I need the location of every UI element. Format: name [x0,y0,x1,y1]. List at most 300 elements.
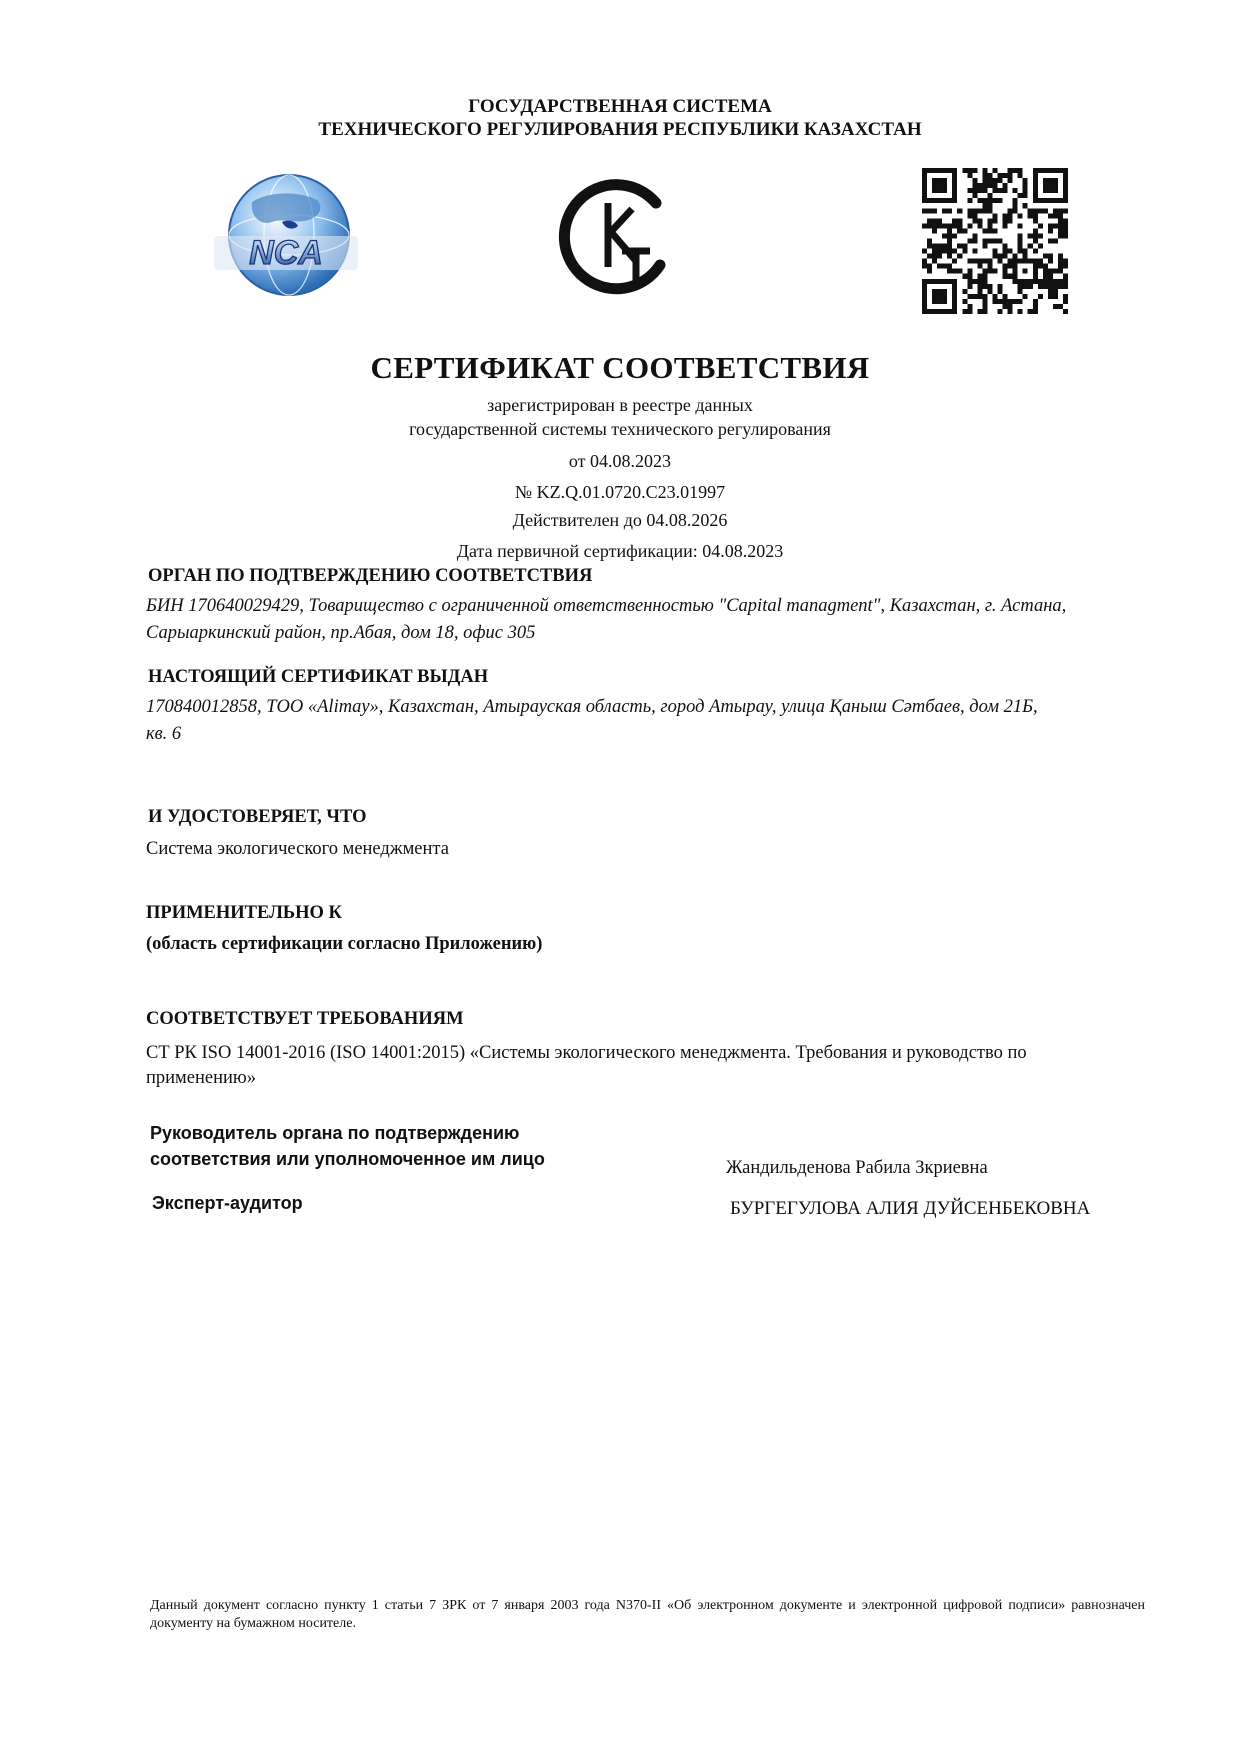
qr-module [1008,299,1013,304]
qr-module [942,233,947,238]
qr-module [967,309,972,314]
certifies-heading: И УДОСТОВЕРЯЕТ, ЧТО [148,807,367,827]
qr-module [1033,188,1038,193]
qr-module [1008,274,1013,279]
qr-module [967,284,972,289]
organ-details-line-2: Сарыаркинский район, пр.Абая, дом 18, офис 305 [146,623,536,643]
qr-module [932,294,937,299]
qr-module [977,198,982,203]
qr-module [1043,279,1048,284]
qr-module [1028,208,1033,213]
qr-module [942,264,947,269]
qr-module [1043,183,1048,188]
qr-module [1023,183,1028,188]
qr-module [1058,213,1063,218]
qr-module [1058,228,1063,233]
qr-module [1053,198,1058,203]
qr-module [957,218,962,223]
conforms-line-2: применению» [146,1068,256,1088]
header-line-1: ГОСУДАРСТВЕННАЯ СИСТЕМА [468,96,772,117]
registration-date: от 04.08.2023 [568,451,672,471]
qr-module [977,264,982,269]
qr-module [947,233,952,238]
qr-module [1008,309,1013,314]
qr-module [1023,249,1028,254]
organ-heading: ОРГАН ПО ПОДТВЕРЖДЕНИЮ СООТВЕТСТВИЯ [148,566,593,586]
qr-module [977,218,982,223]
issued-details-line-2: кв. 6 [146,724,182,744]
qr-module [1063,208,1068,213]
qr-module [1018,284,1023,289]
qr-module [927,264,932,269]
qr-module [952,249,957,254]
qr-module [1003,254,1008,259]
qr-module [952,218,957,223]
qr-module [927,198,932,203]
qr-module [922,208,927,213]
qr-module [967,294,972,299]
kz-conformity-mark [556,173,676,297]
qr-module [1003,183,1008,188]
qr-module [1063,294,1068,299]
qr-module [1038,279,1043,284]
qr-module [922,178,927,183]
qr-module [1003,173,1008,178]
qr-module [942,294,947,299]
qr-module [932,218,937,223]
qr-module [972,208,977,213]
qr-module [937,198,942,203]
qr-module [1038,259,1043,264]
qr-module [1033,208,1038,213]
qr-module [992,213,997,218]
qr-module [942,299,947,304]
qr-module [1048,289,1053,294]
qr-module [1053,213,1058,218]
qr-module [1063,178,1068,183]
qr-module [967,173,972,178]
qr-module [1053,178,1058,183]
qr-module [952,173,957,178]
qr-module [937,249,942,254]
qr-module [998,309,1003,314]
qr-module [967,168,972,173]
qr-module [927,168,932,173]
qr-module [1048,294,1053,299]
qr-module [987,193,992,198]
qr-module [1018,233,1023,238]
qr-module [937,168,942,173]
qr-module [1013,168,1018,173]
qr-module [987,218,992,223]
qr-module [942,223,947,228]
qr-module [947,198,952,203]
qr-module [1058,304,1063,309]
qr-module [952,233,957,238]
qr-module [1033,304,1038,309]
qr-module [1048,269,1053,274]
qr-module [1048,188,1053,193]
qr-module [1053,208,1058,213]
qr-module [1033,269,1038,274]
qr-module [932,168,937,173]
qr-module [1063,284,1068,289]
qr-module [937,244,942,249]
qr-module [992,254,997,259]
qr-module [1013,198,1018,203]
qr-module [942,279,947,284]
qr-module [932,309,937,314]
qr-module [932,208,937,213]
expert-name: БУРГЕГУЛОВА АЛИЯ ДУЙСЕНБЕКОВНА [730,1198,1091,1219]
qr-module [937,264,942,269]
qr-module [1063,198,1068,203]
qr-module [1063,259,1068,264]
qr-module [987,178,992,183]
qr-module [992,168,997,173]
qr-module [942,183,947,188]
qr-module [927,218,932,223]
qr-module [1038,208,1043,213]
qr-module [1023,203,1028,208]
certificate-number: № KZ.Q.01.0720.C23.01997 [514,482,726,502]
qr-module [1003,269,1008,274]
qr-module [1058,279,1063,284]
qr-module [1003,264,1008,269]
qr-module [937,223,942,228]
qr-module [1043,269,1048,274]
qr-module [1053,223,1058,228]
qr-module [932,188,937,193]
qr-module [992,294,997,299]
qr-module [998,289,1003,294]
qr-module [962,289,967,294]
qr-module [1033,274,1038,279]
qr-module [952,168,957,173]
qr-module [962,299,967,304]
qr-module [1053,284,1058,289]
qr-module [1043,284,1048,289]
qr-module [927,244,932,249]
qr-module [1003,213,1008,218]
qr-module [1008,213,1013,218]
qr-module [982,304,987,309]
qr-module [1048,198,1053,203]
qr-module [1038,168,1043,173]
qr-module [947,254,952,259]
qr-module [998,254,1003,259]
qr-module [982,238,987,243]
qr-module [1018,259,1023,264]
qr-module [942,244,947,249]
qr-module [922,294,927,299]
qr-module [992,183,997,188]
qr-module [922,289,927,294]
qr-module [982,168,987,173]
qr-module [1048,223,1053,228]
qr-module [937,299,942,304]
qr-module [952,193,957,198]
qr-module [1013,259,1018,264]
qr-module [937,294,942,299]
qr-module [992,198,997,203]
qr-module [947,223,952,228]
qr-module [947,249,952,254]
qr-module [1058,264,1063,269]
qr-module [1028,259,1033,264]
qr-module [957,208,962,213]
qr-module [977,279,982,284]
certifies-text: Система экологического менеджмента [146,839,449,859]
globe-icon [212,172,360,302]
legal-footer: Данный документ согласно пункту 1 статьи 7 ЗРК от 7 января 2003 года N370-II «Об электронном документе и электронной цифровой подписи» равнозначен документу на бумажном носителе. [150,1598,1145,1631]
head-label-line-2: соответствия или уполномоченное им лицо [150,1149,545,1169]
qr-module [998,188,1003,193]
qr-module [1058,218,1063,223]
qr-module [927,269,932,274]
qr-module [1018,193,1023,198]
qr-module [1018,168,1023,173]
qr-module [952,188,957,193]
qr-module [1038,233,1043,238]
qr-module [927,238,932,243]
head-name: Жандильденова Рабила Зкриевна [726,1158,988,1178]
qr-module [987,203,992,208]
qr-module [982,203,987,208]
head-signature-label [150,1120,545,1172]
qr-module [927,279,932,284]
qr-module [992,218,997,223]
qr-module [1058,254,1063,259]
qr-module [942,289,947,294]
qr-module [1038,244,1043,249]
qr-module [922,183,927,188]
qr-module [922,299,927,304]
qr-module [952,259,957,264]
qr-module [947,238,952,243]
qr-module [962,244,967,249]
kz-conformity-mark-icon [556,173,676,297]
qr-module [947,269,952,274]
qr-module [967,238,972,243]
qr-module [977,274,982,279]
qr-module [937,188,942,193]
qr-module [998,284,1003,289]
qr-module [952,183,957,188]
qr-module [927,254,932,259]
qr-module [1058,223,1063,228]
qr-module [922,173,927,178]
qr-module [937,289,942,294]
expert-label: Эксперт-аудитор [152,1193,303,1213]
qr-module [1003,188,1008,193]
qr-module [977,294,982,299]
qr-module [922,304,927,309]
qr-module [972,233,977,238]
qr-module [987,259,992,264]
qr-module [1043,254,1048,259]
qr-module [1003,223,1008,228]
qr-module [962,228,967,233]
qr-module [1053,279,1058,284]
qr-module [1063,299,1068,304]
qr-module [982,208,987,213]
qr-module [967,274,972,279]
qr-module [987,238,992,243]
qr-module [1043,208,1048,213]
qr-module [972,259,977,264]
qr-module [982,173,987,178]
qr-module [947,168,952,173]
qr-module [1003,274,1008,279]
qr-module [952,304,957,309]
qr-module [1028,309,1033,314]
qr-module [932,299,937,304]
qr-module [1053,294,1058,299]
qr-module [982,279,987,284]
qr-module [957,269,962,274]
qr-module [962,249,967,254]
qr-module [932,228,937,233]
qr-module [1063,183,1068,188]
qr-module [967,279,972,284]
qr-module [947,264,952,269]
qr-module [1013,299,1018,304]
qr-module [972,193,977,198]
qr-module [1058,233,1063,238]
qr-module [1033,309,1038,314]
qr-module [1033,238,1038,243]
qr-module [1048,238,1053,243]
qr-module [952,289,957,294]
qr-module [987,264,992,269]
qr-module [998,259,1003,264]
qr-module [1063,279,1068,284]
qr-module [937,309,942,314]
qr-module [982,294,987,299]
qr-module [952,309,957,314]
qr-module [992,269,997,274]
qr-module [1003,244,1008,249]
qr-module [1033,173,1038,178]
qr-module [982,198,987,203]
qr-module [972,213,977,218]
qr-module [982,228,987,233]
qr-module [1048,284,1053,289]
qr-module [952,299,957,304]
state-system-header [0,95,1240,141]
qr-module [1043,178,1048,183]
qr-module [932,259,937,264]
qr-module [1053,168,1058,173]
qr-module [967,188,972,193]
qr-module [987,228,992,233]
qr-module [982,299,987,304]
qr-module [1008,178,1013,183]
qr-module [1028,213,1033,218]
qr-module [1033,279,1038,284]
qr-module [977,183,982,188]
qr-module [1003,299,1008,304]
qr-module [1023,254,1028,259]
qr-module [987,208,992,213]
qr-module [1048,183,1053,188]
qr-module [942,198,947,203]
qr-module [1023,279,1028,284]
qr-module [972,294,977,299]
qr-module [982,284,987,289]
qr-module [957,223,962,228]
qr-module [1023,178,1028,183]
qr-module [952,269,957,274]
qr-module [1053,183,1058,188]
qr-module [992,228,997,233]
qr-module [922,284,927,289]
qr-module [1033,264,1038,269]
qr-module [1018,299,1023,304]
qr-module [1033,218,1038,223]
organ-details-line-1: БИН 170640029429, Товарищество с ограниченной ответственностью "Capital managment", Казахстан, г. Астана, [146,596,1067,616]
qr-module [977,309,982,314]
qr-module [982,259,987,264]
qr-module [1063,264,1068,269]
qr-module [1008,259,1013,264]
qr-module [937,254,942,259]
qr-module [982,269,987,274]
qr-module [922,198,927,203]
qr-module [1028,244,1033,249]
qr-module [922,223,927,228]
qr-module [932,223,937,228]
qr-module [927,208,932,213]
qr-module [982,178,987,183]
qr-module [972,183,977,188]
qr-module [927,223,932,228]
qr-module [967,259,972,264]
qr-module [1048,228,1053,233]
qr-module [987,198,992,203]
qr-module [982,244,987,249]
qr-module [1018,279,1023,284]
nca-logo [212,172,360,302]
qr-module [1043,274,1048,279]
qr-module [982,309,987,314]
qr-module [1013,188,1018,193]
qr-module [1033,183,1038,188]
qr-module [1008,218,1013,223]
applicable-text: (область сертификации согласно Приложению) [146,934,543,954]
qr-module [952,279,957,284]
primary-certification-date: Дата первичной сертификации: 04.08.2023 [456,541,784,561]
qr-module [922,249,927,254]
qr-module [967,208,972,213]
head-label-line-1: Руководитель органа по подтверждению [150,1123,520,1143]
qr-module [977,188,982,193]
qr-module [998,299,1003,304]
header-line-2: ТЕХНИЧЕСКОГО РЕГУЛИРОВАНИЯ РЕСПУБЛИКИ КАЗАХСТАН [318,119,922,140]
qr-module [1058,259,1063,264]
qr-module [947,208,952,213]
qr-module [932,254,937,259]
qr-module [1053,304,1058,309]
qr-module [1058,269,1063,274]
qr-module [1063,233,1068,238]
qr-module [1043,264,1048,269]
qr-module [922,193,927,198]
qr-module [982,274,987,279]
qr-module [1013,254,1018,259]
qr-module [1063,188,1068,193]
